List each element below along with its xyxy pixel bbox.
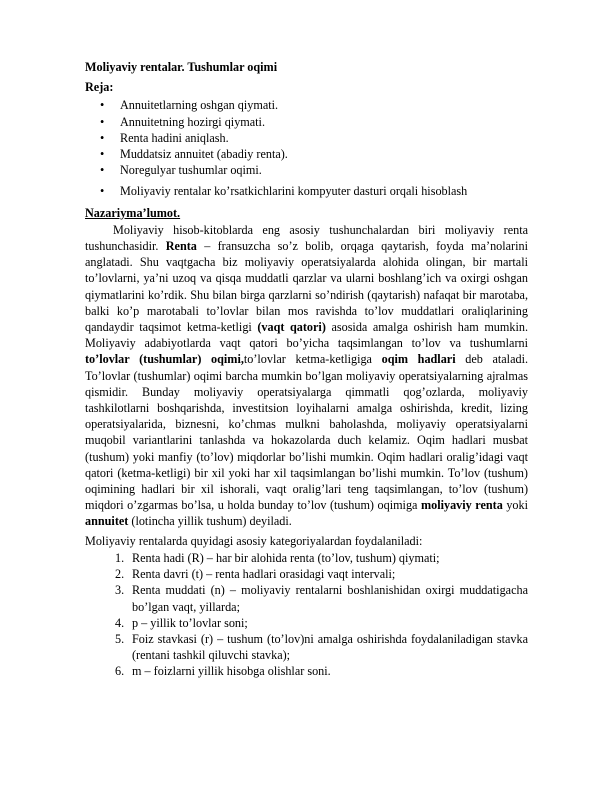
bullet-icon: •	[100, 163, 105, 178]
term-renta: Renta	[165, 239, 197, 254]
section-heading: Nazariyma’lumot.	[85, 205, 181, 220]
plan-item-text: Moliyaviy rentalar ko’rsatkichlarini kompyuter dasturi orqali hisoblash	[120, 184, 468, 199]
bullet-icon: •	[100, 114, 105, 129]
paragraph-text: – fransuzcha so’z bolib, orqaga qaytarish, foyda ma’nolarini anglatadi. Shu vaqtgacha biz moliyaviy operatsiyalarda alohida olingan, bir martali to’lovlarni, ya’ni uzoq va qisqa muddatli qarzlar va ularni boshlang’ich va oxirgi oshgan qiymatlarini ko’rdik. Shu bilan birga qarzlarni so’ndirish (qaytarish) nafaqat bir marotaba, balki ko’p marotabali to’lovlar bilan mos ravishda to’lov muddatlari oraliqlarining qandaydir taqsimot ketma-ketligi	[85, 239, 528, 335]
list-number: 1.	[115, 550, 125, 565]
plan-item-text: Annuitetning hozirgi qiymati.	[120, 114, 265, 129]
plan-label: Reja:	[85, 80, 114, 95]
paragraph-text: Moliyaviy hisob-kitoblarda eng asosiy tushunchalardan biri moliyaviy renta tushunchasidir.	[85, 222, 528, 254]
category-item	[85, 582, 528, 614]
categories-lead: Moliyaviy rentalarda quyidagi asosiy kategoriyalardan foydalaniladi:	[85, 533, 423, 548]
page-title: Moliyaviy rentalar. Tushumlar oqimi	[85, 60, 278, 74]
category-text: Renta hadi (R) – har bir alohida renta (to’lov, tushum) qiymati;	[132, 550, 440, 565]
list-number: 5.	[115, 631, 125, 646]
category-text: Renta davri (t) – renta hadlari orasidagi vaqt intervali;	[132, 567, 396, 582]
category-item	[85, 631, 528, 663]
plan-item-text: Renta hadini aniqlash.	[120, 130, 229, 145]
plan-item	[85, 162, 528, 178]
categories-list	[85, 550, 528, 680]
term-moliyaviy-renta: moliyaviy renta	[420, 498, 503, 513]
list-number: 4.	[115, 615, 125, 630]
category-item	[85, 615, 528, 631]
category-text: m – foizlarni yillik hisobga olishlar soni.	[132, 664, 331, 679]
bullet-icon: •	[100, 130, 105, 145]
term-oqim-hadlari: oqim hadlari	[381, 352, 456, 367]
bullet-icon: •	[100, 184, 105, 199]
bullet-icon: •	[100, 98, 105, 113]
plan-item	[85, 183, 528, 199]
term-annuitet: annuitet	[85, 514, 129, 529]
term-tolovlar-oqimi: to’lovlar (tushumlar) oqimi,	[85, 352, 244, 367]
paragraph-text: to’lovlar ketma-ketligiga	[243, 352, 382, 367]
term-vaqt-qatori: (vaqt qatori)	[257, 320, 326, 335]
list-number: 2.	[115, 567, 125, 582]
document-body	[85, 59, 528, 680]
paragraph-text: deb ataladi. To’lovlar (tushumlar) oqimi barcha mumkin bo’lgan moliyaviy operatsiyalarning ajralmas qismidir. Bunday moliyaviy operatsiyalarga qimmatli qog’ozlarda, moliyaviy tashkilotlarni boshqarishda, investitsion loyihalarni amalga oshirishda, kredit, lizing operatsiyalarida, biznesni, ko’chmas mulkni baholashda, moliyaviy operatsiyalarni muqobil variantlarini tanlashda va hokazolarda duch kelamiz. Oqim hadlari musbat (tushum) yoki manfiy (to’lov) miqdorlar bo’lishi mumkin. Oqim hadlari oralig’idagi vaqt qatori (ketma-ketligi) bir xil yoki har xil taqsimlangan bo’lishi mumkin. To’lov (tushum) oqimining hadlari bir xil ishorali, vaqt oralig’lari teng taqsimlangan, to’lov (tushum) miqdori o’zgarmas bo’lsa, u holda bunday to’lov (tushum) oqimiga	[85, 352, 528, 513]
list-number: 6.	[115, 664, 125, 679]
category-text: p – yillik to’lovlar soni;	[132, 615, 248, 630]
category-text: Foiz stavkasi (r) – tushum (to’lov)ni amalga oshirishda foydalaniladigan stavka (rentani tashkil qiluvchi stavka);	[132, 631, 528, 663]
bullet-icon: •	[100, 147, 105, 162]
paragraph-text: asosida amalga oshirish ham mumkin. Moliyaviy adabiyotlarda vaqt qatori bo’yicha taqsimlangan to’lov va tushumlarni	[85, 320, 528, 351]
paragraph-text: (lotincha yillik tushum) deyiladi.	[128, 514, 292, 529]
paragraph-text: yoki	[502, 498, 528, 513]
plan-item	[85, 114, 528, 130]
category-text: Renta muddati (n) – moliyaviy rentalarni boshlanishidan oxirgi muddatigacha bo’lgan vaqt, yillarda;	[132, 583, 528, 614]
category-item	[85, 566, 528, 582]
plan-item-text: Noregulyar tushumlar oqimi.	[120, 163, 262, 178]
plan-item	[85, 130, 528, 146]
plan-list	[85, 97, 528, 199]
body-paragraph	[85, 222, 528, 530]
plan-item-text: Annuitetlarning oshgan qiymati.	[120, 98, 279, 113]
category-item	[85, 550, 528, 566]
list-number: 3.	[115, 583, 125, 598]
category-item	[85, 663, 528, 679]
plan-item	[85, 146, 528, 162]
plan-item-text: Muddatsiz annuitet (abadiy renta).	[120, 147, 288, 162]
plan-item	[85, 97, 528, 113]
